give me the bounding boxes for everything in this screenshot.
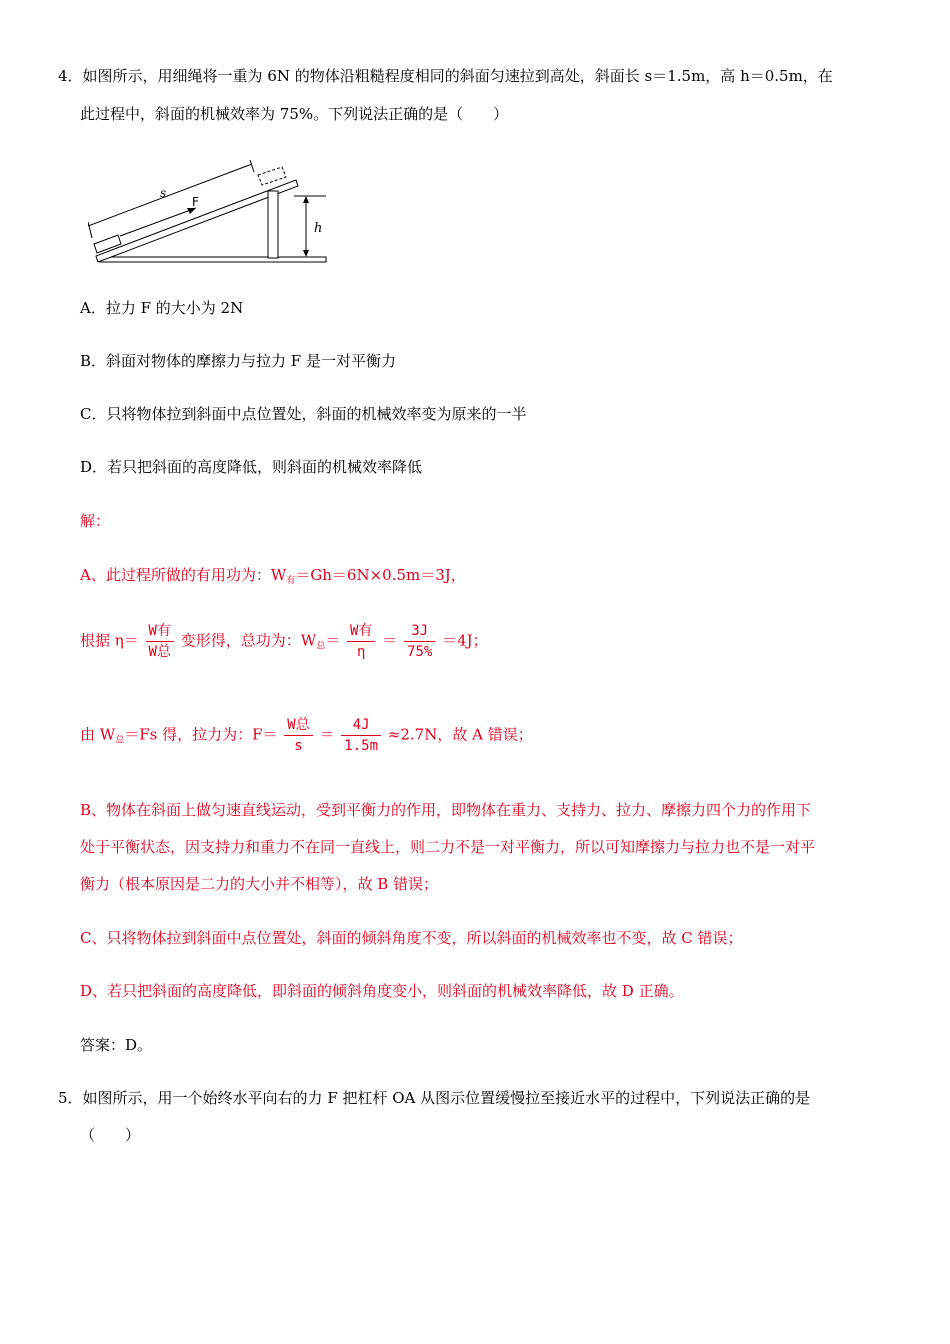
fraction-3j-75: $\frac{3J}{75\%}$ [404,622,435,661]
question-5-stem-line2: （ ） [80,1126,141,1144]
option-d: D．若只把斜面的高度降低，则斜面的机械效率降低 [80,458,423,476]
solution-d: D、若只把斜面的高度降低，即斜面的倾斜角度变小，则斜面的机械效率降低，故 D 正确。 [80,982,684,1000]
solution-a-line3: 由 $W_总=Fs$ 得，拉力为：F＝ $\frac{\text{W总}}{s}$ ＝ $\frac{4J}{1.5m}$ ≈2.7N，故 A 错误； [80,717,533,754]
inclined-plane-figure [88,158,333,270]
fraction-total-work: $\frac{\text{W有}}{\eta}$ [347,622,375,661]
ground-base [100,257,326,262]
solution-b-line3: 衡力（根本原因是二力的大小并不相等），故 B 错误； [80,875,439,893]
option-c: C．只将物体拉到斜面中点位置处，斜面的机械效率变为原来的一半 [80,405,527,423]
question-4-stem-line2: 此过程中，斜面的机械效率为 75%。下列说法正确的是（ ） [80,105,509,123]
option-a: A．拉力 F 的大小为 2N [80,299,244,317]
fraction-force: $\frac{\text{W总}}{s}$ [284,716,312,755]
s-label: s [160,186,167,200]
solution-b-line1: B、物体在斜面上做匀速直线运动，受到平衡力的作用，即物体在重力、支持力、拉力、摩擦力四个力的作用下 [80,801,812,819]
answer: 答案：D。 [80,1036,153,1054]
h-label: h [314,221,323,236]
s-dimension-line [88,164,252,226]
dashed-block [258,167,286,185]
option-b: B．斜面对物体的摩擦力与拉力 F 是一对平衡力 [80,352,396,370]
fraction-efficiency: $\frac{\text{W有}}{\text{W总}}$ [146,622,174,661]
question-5-stem-line1: 5．如图所示，用一个始终水平向右的力 F 把杠杆 OA 从图示位置缓慢拉至接近水平的过程中，下列说法正确的是 [58,1089,811,1107]
solution-b-line2: 处于平衡状态，因支持力和重力不在同一直线上，则二力不是一对平衡力，所以可知摩擦力与拉力也不是一对平 [80,838,816,856]
fraction-4j-15m: $\frac{4J}{1.5m}$ [341,716,381,755]
question-4-stem-line1: 4．如图所示，用细绳将一重为 6N 的物体沿粗糙程度相同的斜面匀速拉到高处，斜面长 s＝1.5m，高 h＝0.5m，在 [58,67,833,85]
solution-a-line1: A、此过程所做的有用功为：$W_有=Gh=6N\times 0.5m=3J$， [80,566,466,586]
force-label: F [192,195,199,209]
solution-heading: 解： [80,512,111,530]
solution-a-line2: 根据 η＝ $\frac{\text{W有}}{\text{W总}}$ 变形得，总功为：$W_总=$ $\frac{\text{W有}}{\eta}$ ＝ $\frac{3J}{75\%}$ ＝4J； [80,623,488,660]
solution-c: C、只将物体拉到斜面中点位置处，斜面的倾斜角度不变，所以斜面的机械效率也不变，故 C 错误； [80,929,743,947]
support-post [268,191,278,258]
